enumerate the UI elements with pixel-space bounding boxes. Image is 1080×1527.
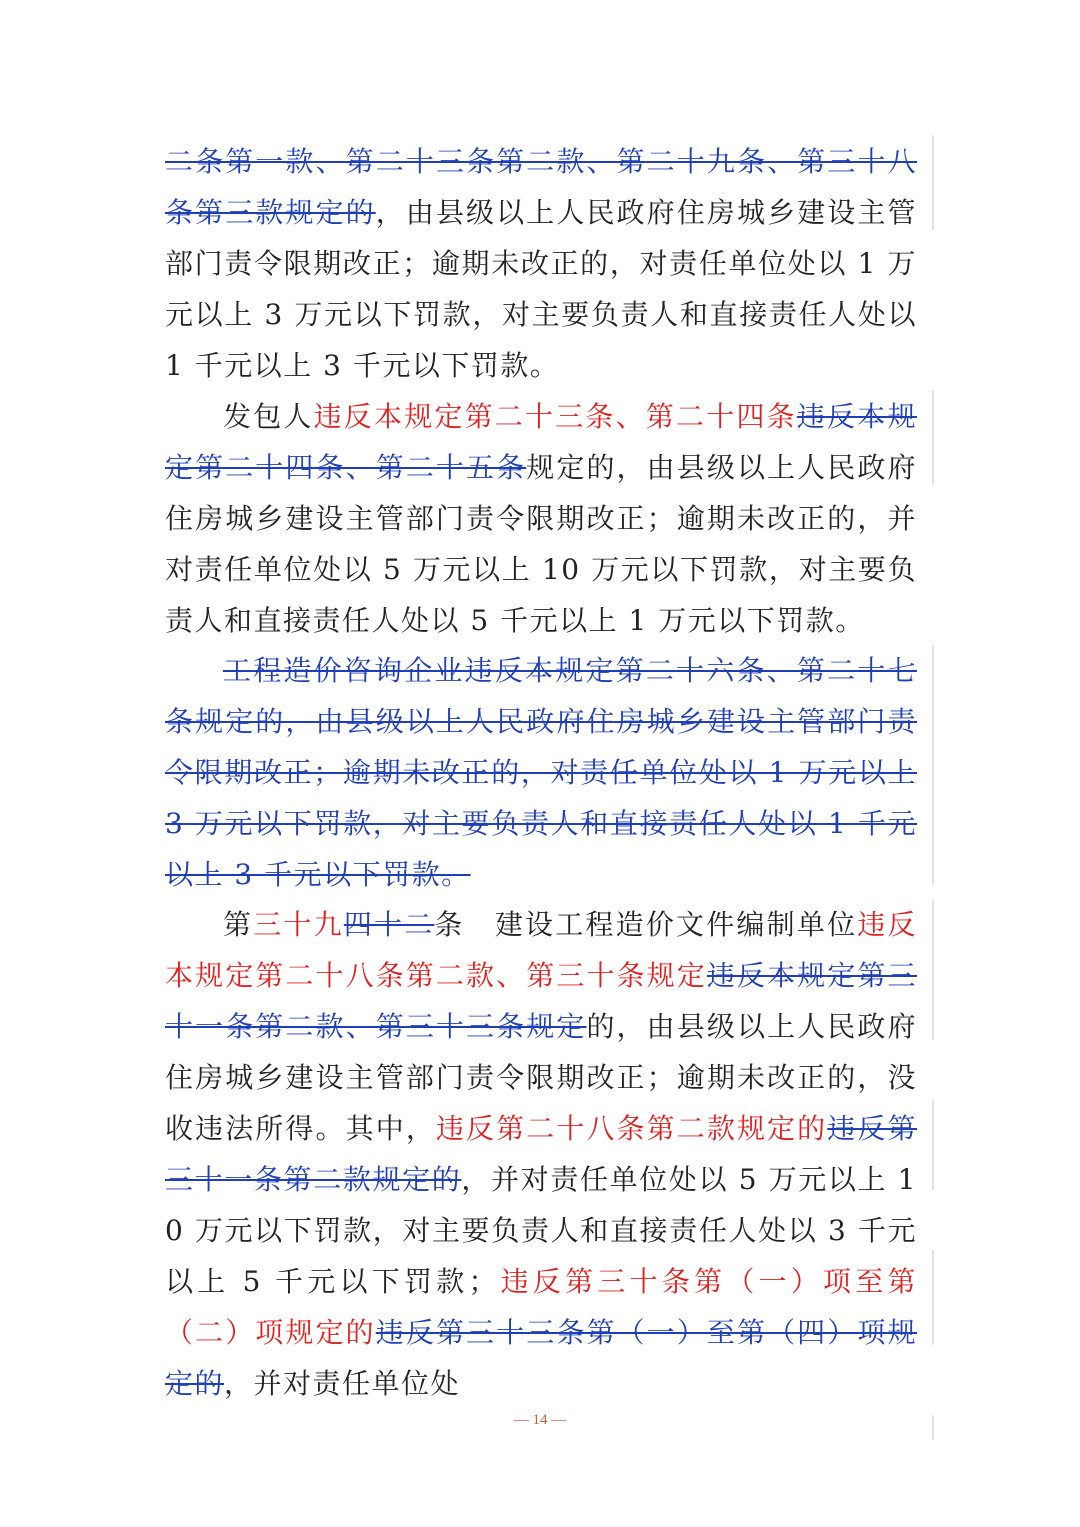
inserted-text: 三十九	[253, 908, 344, 941]
deleted-text: 违反本规定第二十四条、第二十五条	[165, 400, 917, 484]
margin-tick-1	[932, 135, 934, 230]
deleted-text: 违反第三十一条第二款规定的	[165, 1112, 917, 1196]
body-text: ，由县级以上人民政府住房城乡建设主管部门责令限期改正；逾期未改正的，对责任单位处以 1 万元以上 3 万元以下罚款，对主要负责人和直接责任人处以 1 千元以上 3 千元以下罚款。	[165, 196, 917, 382]
paragraph-3	[165, 645, 917, 900]
margin-tick-4	[932, 900, 934, 1040]
body-text: 第	[223, 908, 254, 941]
inserted-text: 违反第三十条第（一）项至第（二）项规定的	[165, 1265, 917, 1349]
deleted-text: 二条第一款、第二十三条第二款、第二十九条、第三十八条第三款规定的	[165, 145, 917, 229]
body-text: 规定的，由县级以上人民政府住房城乡建设主管部门责令限期改正；逾期未改正的，并对责任单位处以 5 万元以上 10 万元以下罚款，对主要负责人和直接责任人处以 5 千元以上 1 万元以下罚款。	[165, 451, 917, 637]
paragraph-2	[165, 391, 917, 646]
margin-tick-3	[932, 645, 934, 885]
deleted-text: 违反本规定第三十一条第二款、第三十三条规定	[165, 959, 917, 1043]
body-text: 条 建设工程造价文件编制单位	[434, 908, 858, 941]
paragraph-4	[165, 899, 917, 1409]
body-text: ，并对责任单位处	[224, 1367, 461, 1400]
inserted-text: 违反本规定第二十八条第二款、第三十条规定	[165, 908, 917, 992]
inserted-text: 违反本规定第二十三条、第二十四条	[313, 400, 797, 433]
deleted-text: 工程造价咨询企业违反本规定第二十六条、第二十七条规定的，由县级以上人民政府住房城乡建设主管部门责令限期改正；逾期未改正的，对责任单位处以 1 万元以上 3 万元以下罚款，对主要负责人和直接责任人处以 1 千元以上 3 千元以下罚款。	[165, 654, 917, 891]
margin-tick-5	[932, 1100, 934, 1190]
paragraph-1	[165, 136, 917, 391]
body-text: 的，由县级以上人民政府住房城乡建设主管部门责令限期改正；逾期未改正的，没收违法所得。其中，	[165, 1010, 917, 1145]
body-text: 发包人	[223, 400, 314, 433]
inserted-text: 违反第二十八条第二款规定的	[435, 1112, 828, 1145]
margin-tick-2	[932, 390, 934, 485]
body-text: ，并对责任单位处以 5 万元以上 10 万元以下罚款，对主要负责人和直接责任人处以 3 千元以上 5 千元以下罚款；	[165, 1163, 917, 1298]
margin-tick-6	[932, 1250, 934, 1345]
page-number: — 14 —	[513, 1412, 567, 1428]
deleted-text: 四十二	[343, 908, 435, 941]
deleted-text: 违反第三十三条第（一）至第（四）项规定的	[165, 1316, 917, 1400]
